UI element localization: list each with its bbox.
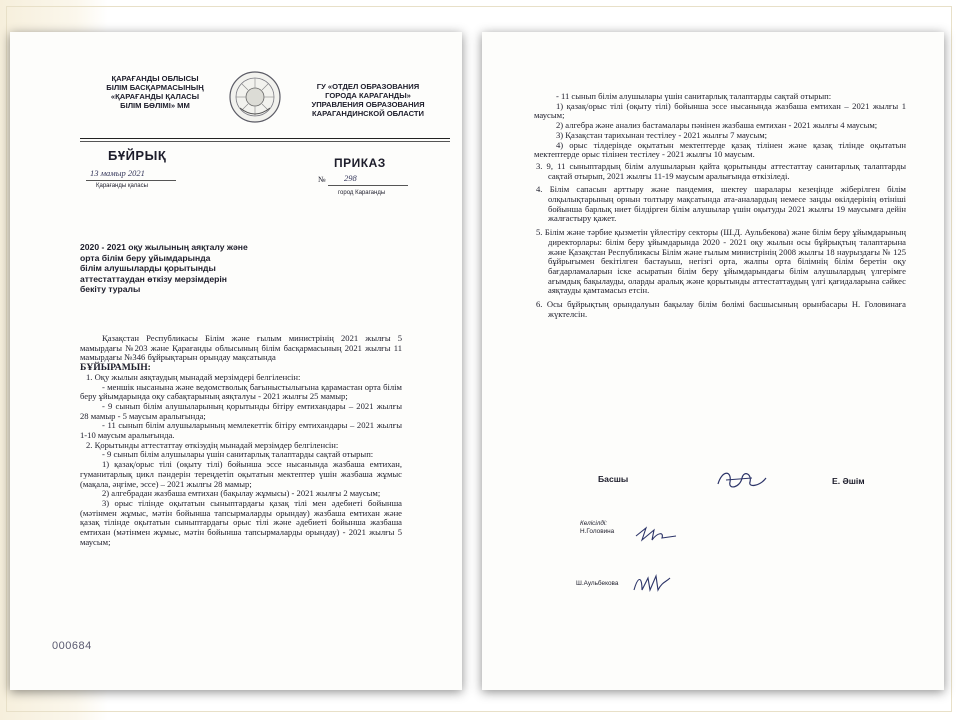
preamble-paragraph: Қазақстан Республикасы Білім және ғылым министрінің 2021 жылғы 5 мамырдағы №203 және Қарағанды облысының білім басқармасының 2021 жылғы 11 мамырдағы №346 бұйрықтарын орындау мақсатында [80,333,402,363]
order-date: 13 мамыр 2021 [90,168,145,178]
subject-line: аттестаттаудан өткізу мерзімдерін [80,273,227,284]
header-left-line: БІЛІМ БАСҚАРМАСЫНЫҢ [106,83,204,92]
subject-line: бекіту туралы [80,284,141,295]
header-right [306,82,430,118]
header-left-line: ҚАРАҒАНДЫ ОБЛЫСЫ [111,74,199,83]
staff-person: Ш.Аульбекова [576,580,619,587]
agreed-person: Н.Головина [580,528,615,535]
document-page-2 [482,32,944,690]
item-paragraph: - 9 сынып білім алушыларының қорытынды бітіру емтихандары – 2021 жылғы 28 мамыр - 5 маусым аралығында; [80,400,402,421]
number-underline [328,185,408,186]
order-title-ru: ПРИКАЗ [334,156,386,170]
item-paragraph: - 11 сынып білім алушылары үшін санитарлық талаптарды сақтай отырып: [556,91,832,101]
item-paragraph: 3) орыс тілінде оқытатын сыныптардағы қазақ тілі мен әдебиеті бойынша (мәтінмен жұмыс, мәтін бойынша тапсырмаларды орындау) жазбаша емтихан және қазақ тілінде оқытатын сыныптардағы орыс тілі және әдебиеті бойынша жазбаша емтихан (мәтінмен жұмыс, мәтін бойынша тапсырмаларды орындау) - 2021 жылғы 5 маусым; [80,497,402,547]
agreed-signature-icon [632,522,680,546]
order-subject [80,242,280,295]
item-paragraph: 6. Осы бұйрықтың орындалуын бақылау білім бөлімі басшысының орынбасары Н. Головинаға жүктелсін. [536,299,906,319]
header-left-line: «ҚАРАҒАНДЫ ҚАЛАСЫ [110,92,200,101]
item-paragraph: 3. 9, 11 сыныптардың білім алушыларын қайта қорытынды аттестаттау санитарлық талаптарды сақтай отырып, 2021 жылғы 11-19 маусым аралығында өткізіледі. [536,160,906,181]
item-paragraph: 3) Қазақстан тарихынан тестілеу - 2021 жылғы 7 маусым; [556,129,768,140]
item-paragraph: 2) алгебра және анализ бастамалары пәнінен жазбаша емтихан - 2021 жылғы 4 маусым; [556,120,878,131]
item-paragraph: - 11 сынып білім алушыларының мемлекеттік бітіру емтихандары – 2021 жылғы 1-10 маусым аралығында. [80,420,402,441]
subject-line: орта білім беру ұйымдарында [80,252,211,263]
item-paragraph: - 9 сынып білім алушылары үшін санитарлық талаптарды сақтай отырып: [102,449,374,460]
head-name: Е. Әшім [832,476,865,486]
item-paragraph: 5. Білім және тәрбие қызметін үйлестіру секторы (Ш.Д. Аульбекова) және білім беру ұйымдарының директорлары: білім беру ұйымдарында 2020 - 2021 оқу жылын осы бұйрықтың талаптарына және Қазақстан Республикасы Білім және ғылым министрінің 2008 жылғы 18 наурыздағы № 125 бұйрығымен бекітілген бастауыш, негізгі орта, жалпы орта білімнің білім беретін оқу бағдарламаларын іске асыратын білім беру ұйымдарындағы білім алушылардың үлгерімге ағымдық бақылауды, оларды аралық және қорытынды аттестаттаудың үлгі қағидаларына сәйкес аяқтауды қамтамасыз етсін. [536,227,906,296]
item-paragraph: 1. Оқу жылын аяқтаудың мынадай мерзімдері белгіленсін: [86,371,301,382]
header-right-line: КАРАГАНДИНСКОЙ ОБЛАСТИ [312,109,424,118]
header-left-line: БІЛІМ БӨЛІМІ» ММ [120,101,190,110]
order-body-page-2 [534,92,906,319]
state-emblem-icon [228,68,282,126]
staff-signature-icon [630,570,674,596]
item-paragraph: 4. Білім сапасын арттыру және пандемия, шектеу шаралары кезеңінде жіберілген білім олқылықтарының орнын толтыру мақсатында ата-аналардың немесе заңды өкілдерінің өтініші бойынша барлық ниет білдірген білім алушылар үшін оқытуды 2021 жылғы 19 маусымға дейін жалғастыру қажет. [536,184,906,224]
head-label: Басшы [598,474,629,484]
order-number: 298 [344,173,357,183]
subject-line: білім алушыларды қорытынды [80,263,216,274]
item-paragraph: 1) қазақ/орыс тілі (оқыту тілі) бойынша эссе нысанында жазбаша емтихан, гуманитарлық цикл пәндерін тереңдетіп оқытатын мектептер үшін жазбаша жұмыс (мақала, әңгіме, эссе) – 2021 жылғы 28 мамыр; [80,459,402,489]
subject-line: 2020 - 2021 оқу жылының аяқталу және [80,242,248,252]
header-divider-thin [80,141,450,142]
city-kz: Қарағанды қаласы [96,183,148,189]
date-underline [86,180,176,181]
serial-number: 000684 [52,640,92,652]
order-command: БҰЙЫРАМЫН: [80,362,151,374]
head-signature-icon [712,466,772,492]
number-sign: № [318,175,326,184]
header-divider [80,138,450,139]
item-paragraph: 4) орыс тілдерінде оқытатын мектептерде қазақ тілінен және қазақ тілінде оқытатын мектептерде орыс тілінен тестілеу - 2021 жылғы 10 маусым. [534,139,906,160]
item-paragraph: 2) алгебрадан жазбаша емтихан (бақылау жұмысы) - 2021 жылғы 2 маусым; [102,488,381,499]
header-left [80,74,230,110]
item-paragraph: - меншік нысанына және ведомстволық бағыныстылығына қарамастан орта білім беру ұйымдарында оқу сабақтарының аяқталуы - 2021 жылғы 25 мамыр; [80,381,402,402]
city-ru: город Караганды [338,190,386,196]
order-body-page-1 [80,334,402,547]
order-title-kz: БҰЙРЫҚ [108,148,167,163]
header-right-line: УПРАВЛЕНИЯ ОБРАЗОВАНИЯ [311,100,425,109]
document-page-1 [10,32,462,690]
agreed-label: Келісілді: [580,520,608,527]
item-paragraph: 2. Қорытынды аттестаттау өткізудің мынадай мерзімдер белгіленсін: [86,439,339,450]
header-right-line: ГОРОДА КАРАГАНДЫ» [325,91,411,100]
header-right-line: ГУ «ОТДЕЛ ОБРАЗОВАНИЯ [316,82,420,91]
item-paragraph: 1) қазақ/орыс тілі (оқыту тілі) бойынша эссе нысанында жазбаша емтихан – 2021 жылғы 1 маусым; [534,100,906,121]
